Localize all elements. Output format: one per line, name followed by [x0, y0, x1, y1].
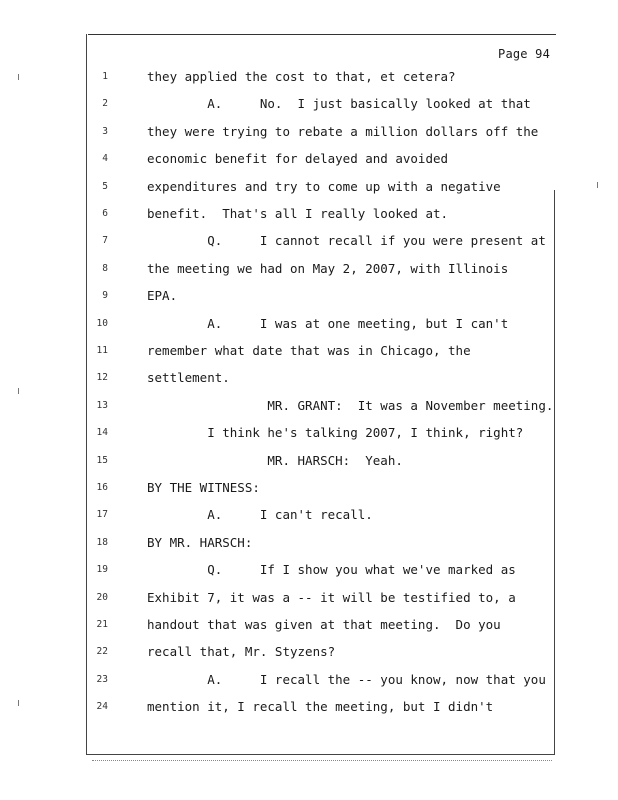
transcript-line: [0, 397, 560, 415]
line-text: BY MR. HARSCH:: [147, 534, 253, 550]
page-number: Page 94: [498, 47, 550, 61]
transcript-line: [0, 68, 560, 86]
transcript-line: [0, 205, 560, 223]
line-number: 12: [96, 372, 108, 384]
line-number: 13: [96, 399, 108, 411]
line-number: 21: [96, 619, 108, 630]
transcript-line: [0, 643, 560, 661]
line-text: they applied the cost to that, et cetera?: [147, 69, 456, 84]
bottom-rule: [86, 754, 555, 755]
line-text: EPA.: [147, 288, 178, 304]
line-text: A. I was at one meeting, but I can't: [147, 315, 509, 331]
line-text: Q. If I show you what we've marked as: [147, 562, 516, 578]
line-text: A. I can't recall.: [147, 507, 373, 523]
line-text: economic benefit for delayed and avoided: [147, 151, 449, 167]
line-text: MR. GRANT: It was a November meeting.: [147, 397, 554, 413]
scan-speck: [597, 182, 600, 188]
footer-scan-noise: [92, 760, 552, 761]
line-text: expenditures and try to come up with a negative: [147, 178, 501, 194]
transcript-line: [0, 260, 560, 278]
line-text: MR. HARSCH: Yeah.: [147, 452, 403, 468]
line-number: 22: [96, 646, 108, 658]
line-number: 14: [96, 427, 108, 439]
line-number: 15: [96, 454, 108, 466]
transcript-line: [0, 534, 560, 552]
line-text: settlement.: [147, 370, 230, 386]
transcript-line: [0, 506, 560, 524]
transcript-line: [0, 671, 560, 689]
scan-speck: [18, 388, 21, 394]
transcript-line: [0, 452, 560, 470]
line-text: Exhibit 7, it was a -- it will be testified to, a: [147, 589, 516, 605]
line-number: 6: [102, 208, 108, 219]
line-text: remember what date that was in Chicago, the: [147, 343, 471, 358]
line-text: handout that was given at that meeting. Do you: [147, 617, 501, 632]
line-text: BY THE WITNESS:: [147, 480, 260, 495]
line-number: 20: [96, 591, 108, 603]
transcript-line: [0, 369, 560, 387]
transcript-line: [0, 589, 560, 607]
line-number: 2: [102, 98, 108, 110]
transcript-line: [0, 232, 560, 250]
line-number: 1: [102, 71, 108, 82]
line-number: 10: [96, 317, 108, 329]
transcript-line: [0, 123, 560, 141]
transcript-line: [0, 150, 560, 168]
line-number: 8: [102, 262, 108, 274]
line-text: I think he's talking 2007, I think, right?: [147, 425, 524, 441]
transcript-line: [0, 424, 560, 442]
line-text: A. No. I just basically looked at that: [147, 96, 531, 112]
line-text: they were trying to rebate a million dollars off the: [147, 123, 539, 139]
line-number: 19: [96, 564, 108, 576]
transcript-line: [0, 616, 560, 634]
transcript-line: [0, 178, 560, 196]
transcript-line: [0, 698, 560, 716]
line-text: Q. I cannot recall if you were present at: [147, 233, 546, 249]
line-number: 24: [96, 701, 108, 713]
line-number: 17: [96, 509, 108, 521]
line-text: recall that, Mr. Styzens?: [147, 644, 336, 660]
line-number: 5: [102, 180, 108, 192]
line-number: 11: [96, 345, 108, 356]
top-rule: [88, 34, 556, 35]
line-number: 7: [102, 235, 108, 247]
line-number: 4: [102, 153, 108, 165]
line-text: A. I recall the -- you know, now that you: [147, 671, 546, 687]
line-number: 23: [96, 673, 108, 685]
transcript-line: [0, 342, 560, 360]
line-text: benefit. That's all I really looked at.: [147, 206, 449, 221]
line-number: 3: [102, 125, 108, 137]
transcript-line: [0, 561, 560, 579]
transcript-line: [0, 95, 560, 113]
transcript-line: [0, 315, 560, 333]
line-text: mention it, I recall the meeting, but I didn't: [147, 699, 494, 715]
line-number: 16: [96, 482, 108, 493]
line-number: 9: [102, 290, 108, 302]
transcript-line: [0, 287, 560, 305]
line-number: 18: [96, 536, 108, 548]
line-text: the meeting we had on May 2, 2007, with Illinois: [147, 260, 509, 276]
transcript-line: [0, 479, 560, 497]
